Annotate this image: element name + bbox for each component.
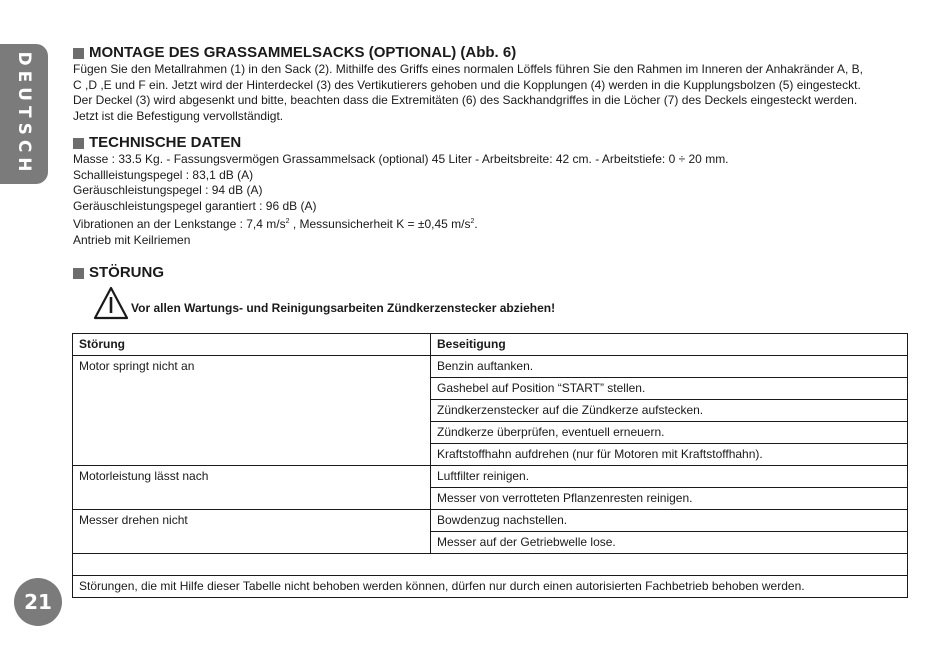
remedy-cell: Zündkerzenstecker auf die Zündkerze aufstecken. bbox=[431, 400, 908, 422]
vibration-mid: , Messunsicherheit K = ±0,45 m/s bbox=[289, 217, 471, 231]
remedy-cell: Gashebel auf Position “START” stellen. bbox=[431, 378, 908, 400]
warning-row bbox=[73, 282, 913, 320]
spec-line: Masse : 33.5 Kg. - Fassungsvermögen Grassammelsack (optional) 45 Liter - Arbeitsbreite: 42 cm. - Arbeitstiefe: 0 ÷ 20 mm. bbox=[73, 152, 729, 166]
bullet-square-icon bbox=[73, 268, 84, 279]
vibration-superscript: 2 bbox=[285, 218, 290, 225]
remedy-cell: Messer auf der Getriebwelle lose. bbox=[431, 532, 908, 554]
technische-daten-heading bbox=[73, 134, 913, 152]
stoerung-heading-text: STÖRUNG bbox=[89, 264, 164, 281]
footer-cell: Störungen, die mit Hilfe dieser Tabelle nicht behoben werden können, dürfen nur durch einen autorisierten Fachbetrieb behoben werden. bbox=[73, 576, 908, 598]
vibration-prefix: Vibrationen an der Lenkstange : 7,4 m/s bbox=[73, 217, 286, 231]
table-empty-row bbox=[73, 554, 908, 576]
warning-text: Vor allen Wartungs- und Reinigungsarbeiten Zündkerzenstecker abziehen! bbox=[131, 301, 556, 315]
table-row bbox=[73, 510, 908, 532]
vibration-superscript: 2 bbox=[470, 218, 475, 225]
table-header-row bbox=[73, 334, 908, 356]
language-tab-label: DEUTSCH bbox=[14, 51, 34, 177]
montage-heading bbox=[73, 44, 913, 62]
vibration-line bbox=[73, 214, 913, 233]
warning-triangle-icon bbox=[93, 286, 129, 320]
montage-line: Jetzt ist die Befestigung vervollständigt. bbox=[73, 108, 284, 123]
technische-daten-heading-text: TECHNISCHE DATEN bbox=[89, 134, 242, 151]
remedy-cell: Kraftstoffhahn aufdrehen (nur für Motoren mit Kraftstoffhahn). bbox=[431, 444, 908, 466]
header-stoerung: Störung bbox=[73, 334, 431, 356]
language-tab bbox=[0, 44, 48, 184]
bullet-square-icon bbox=[73, 48, 84, 59]
vibration-suffix: . bbox=[474, 217, 478, 231]
bullet-square-icon bbox=[73, 138, 84, 149]
page-number: 21 bbox=[14, 578, 62, 626]
table-row bbox=[73, 356, 908, 378]
spec-line: Geräuschleistungspegel garantiert : 96 dB (A) bbox=[73, 198, 317, 213]
remedy-cell: Bowdenzug nachstellen. bbox=[431, 510, 908, 532]
remedy-cell: Benzin auftanken. bbox=[431, 356, 908, 378]
table-row bbox=[73, 466, 908, 488]
fault-table bbox=[72, 333, 908, 598]
montage-line: Der Deckel (3) wird abgesenkt und bitte, beachten dass die Extremitäten (6) des Sackhandgriffes in die Löcher (7) des Deckels eingesteckt werden. bbox=[73, 93, 858, 107]
fault-cell: Messer drehen nicht bbox=[73, 510, 431, 554]
remedy-cell: Luftfilter reinigen. bbox=[431, 466, 908, 488]
montage-heading-text: MONTAGE DES GRASSAMMELSACKS (OPTIONAL) (Abb. 6) bbox=[89, 44, 517, 61]
remedy-cell: Messer von verrotteten Pflanzenresten reinigen. bbox=[431, 488, 908, 510]
stoerung-heading bbox=[73, 264, 913, 282]
fault-cell: Motor springt nicht an bbox=[73, 356, 431, 466]
remedy-cell: Zündkerze überprüfen, eventuell erneuern. bbox=[431, 422, 908, 444]
header-beseitigung: Beseitigung bbox=[431, 334, 908, 356]
spec-line: Schallleistungspegel : 83,1 dB (A) bbox=[73, 167, 254, 182]
fault-cell: Motorleistung lässt nach bbox=[73, 466, 431, 510]
empty-cell bbox=[73, 554, 908, 576]
spec-line: Geräuschleistungspegel : 94 dB (A) bbox=[73, 183, 263, 197]
montage-line: C ,D ,E und F ein. Jetzt wird der Hinterdeckel (3) des Vertikutierers gehoben und die Kopplungen (4) werden in die Kupplungsbolzen (5) eingesteckt. bbox=[73, 77, 861, 92]
montage-line: Fügen Sie den Metallrahmen (1) in den Sack (2). Mithilfe des Griffs eines normalen Löffels führen Sie den Rahmen im Inneren der Anhakränder A, B, bbox=[73, 62, 863, 76]
drive-line: Antrieb mit Keilriemen bbox=[73, 232, 191, 247]
page-content bbox=[73, 44, 913, 320]
table-footer-row bbox=[73, 576, 908, 598]
